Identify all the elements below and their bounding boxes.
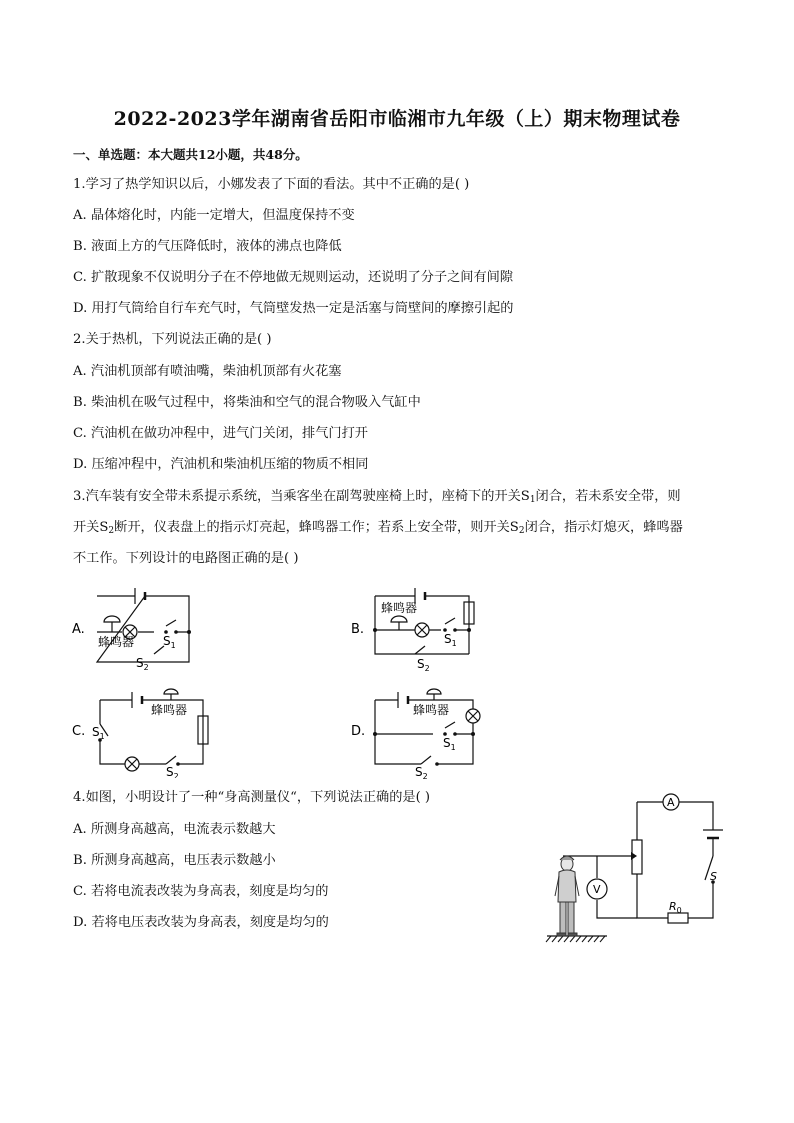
circuit-d-label: D. <box>351 724 366 739</box>
q2-option-b: B. 柴油机在吸气过程中，将柴油和空气的混合物吸入气缸中 <box>73 395 421 410</box>
q1-stem: 1.学习了热学知识以后，小娜发表了下面的看法。其中不正确的是( ) <box>73 177 470 192</box>
q4-option-c: C. 若将电流表改装为身高表，刻度是均匀的 <box>73 884 329 899</box>
q1-option-c: C. 扩散现象不仅说明分子在不停地做无规则运动，还说明了分子之间有间隙 <box>73 270 514 285</box>
circuit-c-s1-label: $S_1$ <box>92 725 105 741</box>
switch-label: S <box>710 870 717 883</box>
q2-option-c: C. 汽油机在做功冲程中，进气门关闭，排气门打开 <box>73 426 368 441</box>
circuit-d-s1-label: $S_1$ <box>443 736 456 752</box>
q3-stem-line3: 不工作。下列设计的电路图正确的是( ) <box>73 551 299 566</box>
circuit-diagram-a <box>66 582 206 674</box>
voltmeter-label: V <box>593 883 601 896</box>
circuit-a-s2-label: $S_2$ <box>136 656 149 672</box>
q4-option-b: B. 所测身高越高，电压表示数越小 <box>73 853 276 868</box>
q1-option-a: A. 晶体熔化时，内能一定增大，但温度保持不变 <box>73 208 355 223</box>
circuit-b-s1-label: $S_1$ <box>444 632 457 648</box>
circuit-a-label: A. <box>72 622 85 637</box>
q4-option-d: D. 若将电压表改装为身高表，刻度是均匀的 <box>73 915 329 930</box>
page-title: 2022-2023学年湖南省岳阳市临湘市九年级（上）期末物理试卷 <box>113 108 681 130</box>
q3-stem-line1: 3.汽车装有安全带未系提示系统，当乘客坐在副驾驶座椅上时，座椅下的开关$S_1$闭合，若未系安全带，则 <box>73 489 681 505</box>
circuit-c-s2-label: $S_2$ <box>166 765 179 778</box>
section-heading-single-choice: 一、单选题：本大题共12小题，共48分。 <box>73 147 308 162</box>
resistor-label: $R_0$ <box>669 900 682 915</box>
q4-option-a: A. 所测身高越高，电流表示数越大 <box>73 822 276 837</box>
circuit-a-buzzer-label: 蜂鸣器 <box>98 635 135 649</box>
q2-option-a: A. 汽油机顶部有喷油嘴，柴油机顶部有火花塞 <box>73 364 342 379</box>
q3-stem-line2: 开关$S_2$断开，仪表盘上的指示灯亮起，蜂鸣器工作；若系上安全带，则开关$S_2$闭合，指示灯熄灭，蜂鸣器 <box>73 520 683 536</box>
circuit-b-buzzer-label: 蜂鸣器 <box>381 601 418 615</box>
circuit-a-s1-label: $S_1$ <box>163 634 176 650</box>
q1-option-b: B. 液面上方的气压降低时，液体的沸点也降低 <box>73 239 342 254</box>
circuit-diagram-d <box>345 684 495 780</box>
circuit-d-buzzer-label: 蜂鸣器 <box>413 703 450 717</box>
circuit-c-label: C. <box>72 724 86 739</box>
q1-option-d: D. 用打气筒给自行车充气时，气筒壁发热一定是活塞与筒壁间的摩擦引起的 <box>73 301 514 316</box>
circuit-d-s2-label: $S_2$ <box>415 765 428 780</box>
circuit-b-label: B. <box>351 622 365 637</box>
q2-stem: 2.关于热机，下列说法正确的是( ) <box>73 332 272 347</box>
ammeter-label: A <box>667 796 675 809</box>
ground-hatch <box>546 936 605 942</box>
height-meter-diagram <box>543 790 723 946</box>
circuit-diagram-b <box>345 582 485 674</box>
q2-option-d: D. 压缩冲程中，汽油机和柴油机压缩的物质不相同 <box>73 457 369 472</box>
circuit-diagram-c <box>66 686 216 778</box>
circuit-b-s2-label: $S_2$ <box>417 657 430 673</box>
circuit-c-buzzer-label: 蜂鸣器 <box>151 703 188 717</box>
person-figure <box>555 856 579 936</box>
q4-stem: 4.如图，小明设计了一种“身高测量仪“，下列说法正确的是( ) <box>73 790 431 805</box>
